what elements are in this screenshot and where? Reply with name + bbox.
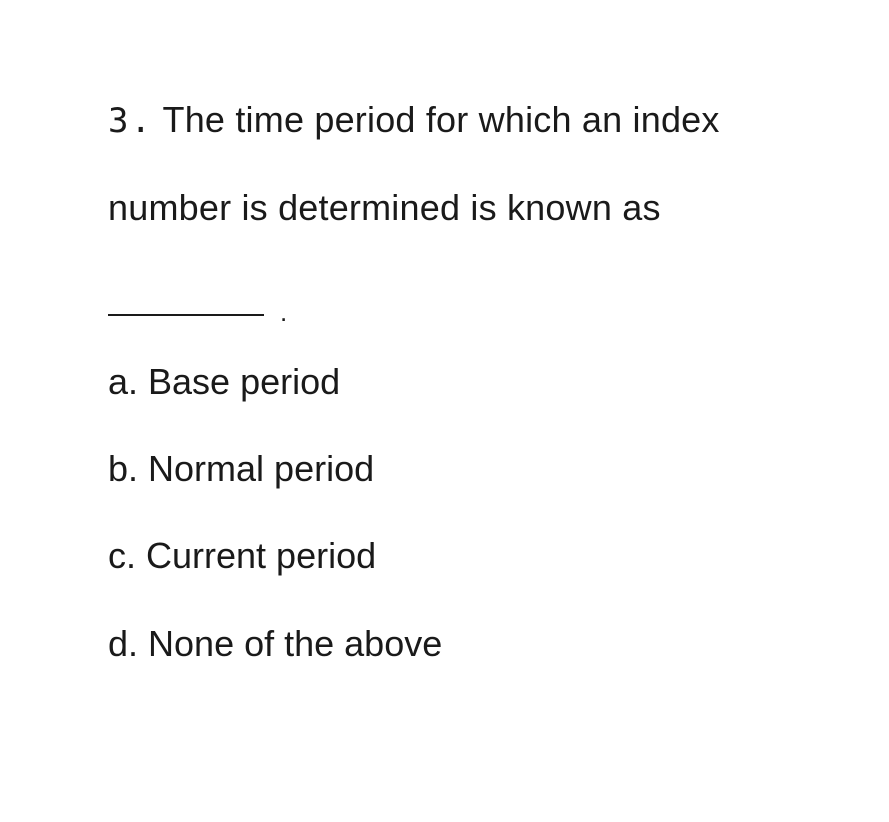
- question-number: 3.: [108, 101, 153, 141]
- question-line-2: [108, 186, 661, 230]
- answer-blank-period: .: [280, 297, 288, 327]
- question-line-1: [108, 98, 720, 143]
- option-a: a. Base period: [108, 361, 341, 402]
- option-b: b. Normal period: [108, 448, 375, 489]
- question-text-line-2: number is determined is known as: [108, 187, 661, 228]
- question-text-line-1: The time period for which an index: [162, 99, 720, 140]
- option-d: d. None of the above: [108, 623, 443, 664]
- option-c: c. Current period: [108, 535, 377, 576]
- answer-blank-line: [108, 314, 264, 316]
- answer-blank: [108, 286, 298, 326]
